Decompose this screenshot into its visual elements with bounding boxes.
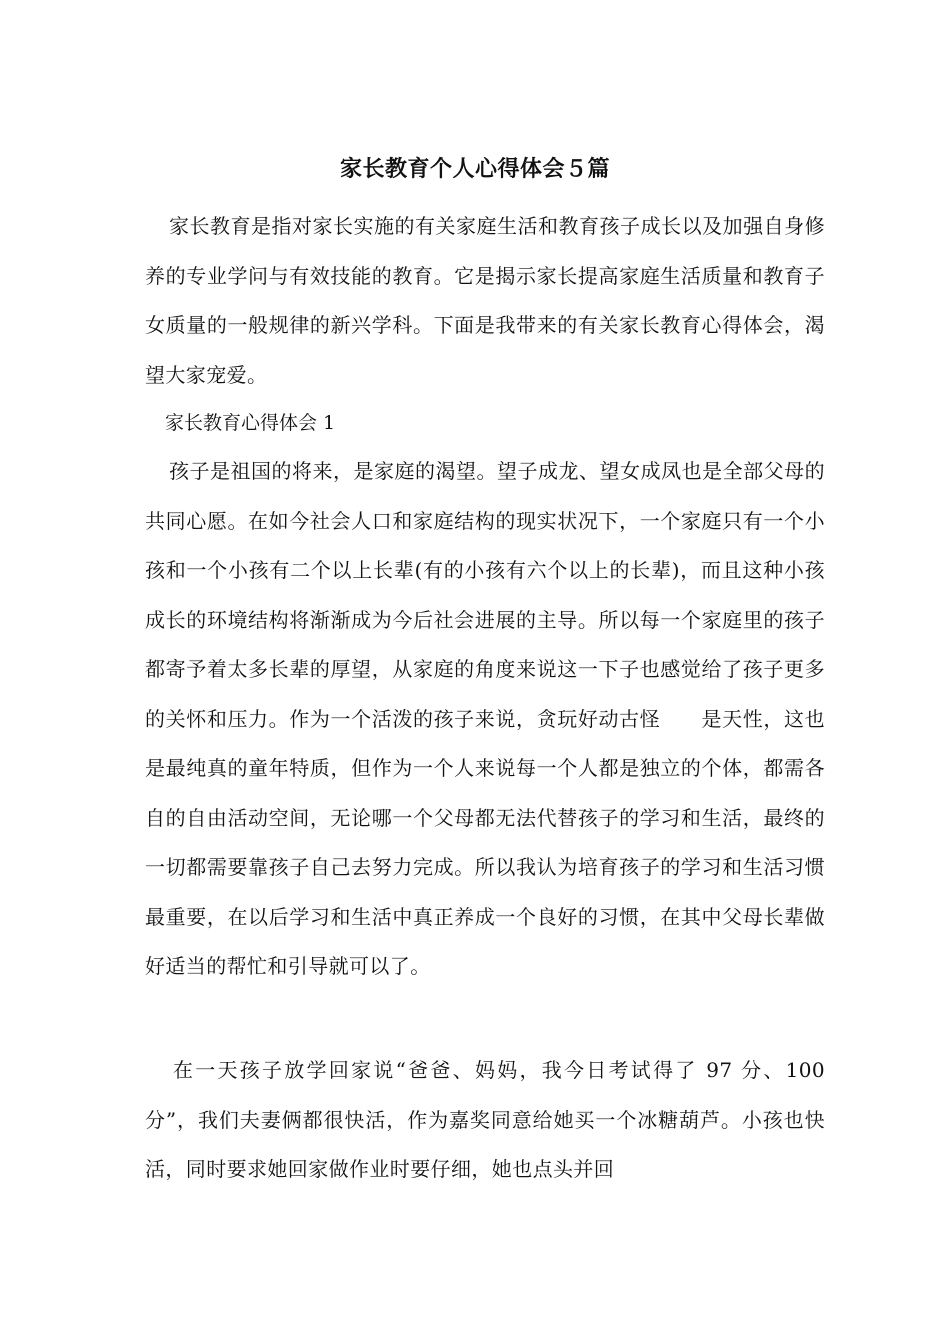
document-title: 家长教育个人心得体会５篇 [339,157,610,182]
body-paragraph-2: 在一天孩子放学回家说“爸爸、妈妈，我今日考试得了 97 分、100 分”，我们夫妻俩都很快活，作为嘉奖同意给她买一个冰糖葫芦。小孩也快活，同时要求她回家做作业时要仔细，她也点头并回 [145,1058,825,1181]
intro-paragraph: 家长教育是指对家长实施的有关家庭生活和教育孩子成长以及加强自身修养的专业学问与有效技能的教育。它是揭示家长提高家庭生活质量和教育子女质量的一般规律的新兴学科。下面是我带来的有关家长教育心得体会，渴望大家宠爱。 [145,214,825,387]
section-heading: 家长教育心得体会 1 [165,412,336,434]
body-paragraph-1: 孩子是祖国的将来，是家庭的渴望。望子成龙、望女成凤也是全部父母的共同心愿。在如今社会人口和家庭结构的现实状况下，一个家庭只有一个小孩和一个小孩有二个以上长辈(有的小孩有六个以上的长辈)，而且这种小孩成长的环境结构将渐渐成为今后社会进展的主导。所以每一个家庭里的孩子都寄予着太多长辈的厚望，从家庭的角度来说这一下子也感觉给了孩子更多的关怀和压力。作为一个活泼的孩子来说，贪玩好动古怪 是天性，这也是最纯真的童年特质，但作为一个人来说每一个人都是独立的个体，都需各自的自由活动空间，无论哪一个父母都无法代替孩子的学习和生活，最终的一切都需要靠孩子自己去努力完成。所以我认为培育孩子的学习和生活习惯最重要，在以后学习和生活中真正养成一个良好的习惯，在其中父母长辈做好适当的帮忙和引导就可以了。 [145,459,825,978]
